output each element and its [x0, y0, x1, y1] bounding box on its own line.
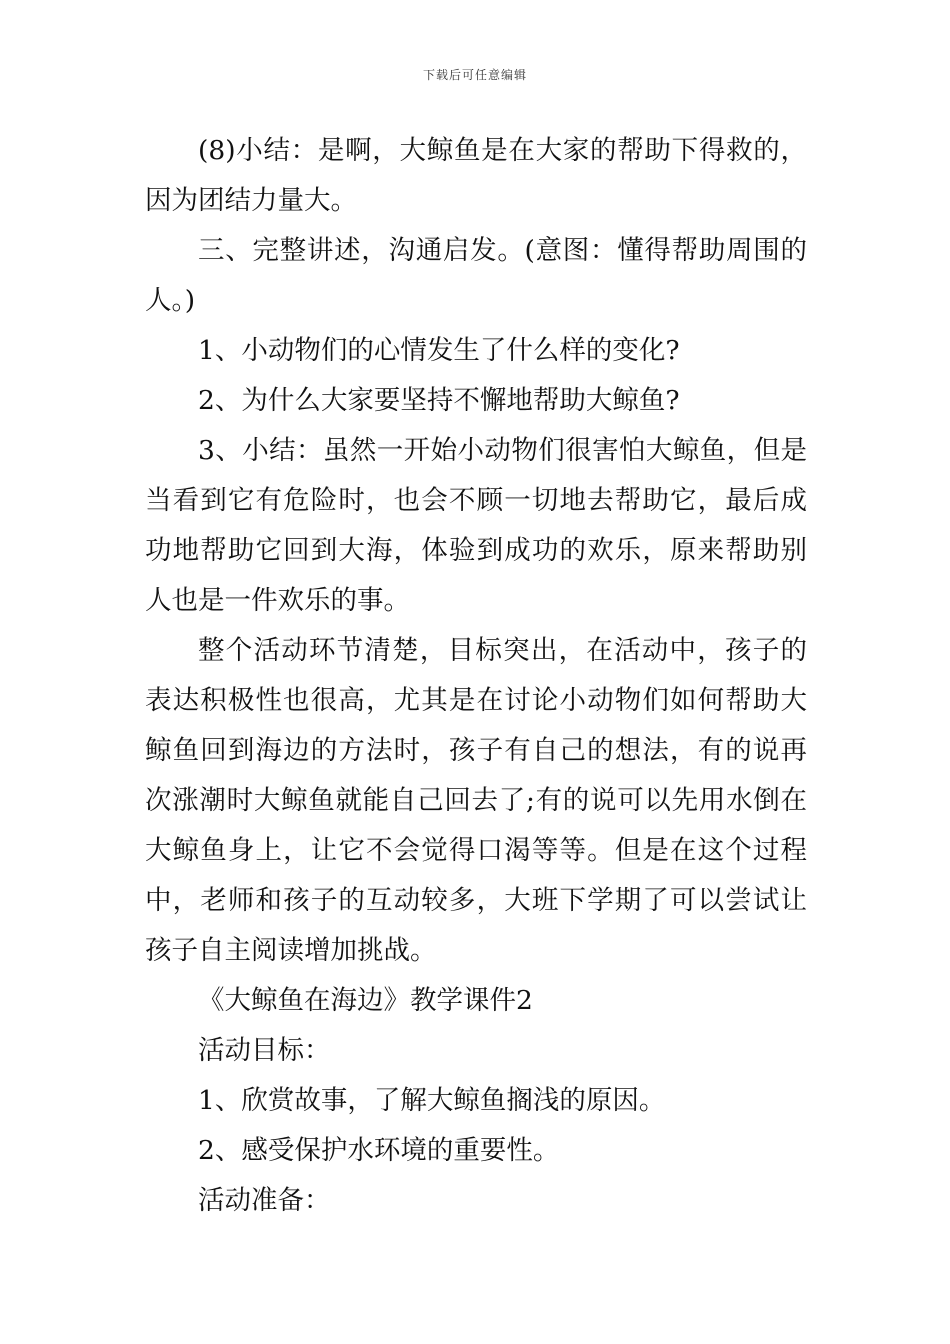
goal-2: 2、感受保护水环境的重要性。 [198, 1135, 560, 1166]
lesson-title-2: 《大鲸鱼在海边》教学课件2 [198, 985, 533, 1016]
activity-prep-heading: 活动准备： [198, 1185, 331, 1216]
question-1: 1、小动物们的心情发生了什么样的变化? [198, 335, 680, 366]
activity-goals-heading: 活动目标： [198, 1035, 331, 1066]
section-heading-3: 三、完整讲述，沟通启发。(意图：懂得帮助周围的人。) [145, 235, 807, 316]
reflection-paragraph: 整个活动环节清楚，目标突出，在活动中，孩子的表达积极性也很高，尤其是在讨论小动物们如何帮助大鲸鱼回到海边的方法时，孩子有自己的想法，有的说再次涨潮时大鲸鱼就能自己回去了;有的说可以先用水倒在大鲸鱼身上，让它不会觉得口渴等等。但是在这个过程中，老师和孩子的互动较多，大班下学期了可以尝试让孩子自主阅读增加挑战。 [145, 635, 807, 966]
page-header: 下载后可任意编辑 [422, 68, 527, 82]
paragraph-summary-8: (8)小结：是啊，大鲸鱼是在大家的帮助下得救的，因为团结力量大。 [145, 135, 807, 216]
summary-3: 3、小结：虽然一开始小动物们很害怕大鲸鱼，但是当看到它有危险时，也会不顾一切地去帮助它，最后成功地帮助它回到大海，体验到成功的欢乐，原来帮助别人也是一件欢乐的事。 [145, 435, 807, 616]
question-2: 2、为什么大家要坚持不懈地帮助大鲸鱼? [198, 385, 680, 416]
goal-1: 1、欣赏故事，了解大鲸鱼搁浅的原因。 [198, 1085, 666, 1116]
document-body [145, 126, 807, 1226]
